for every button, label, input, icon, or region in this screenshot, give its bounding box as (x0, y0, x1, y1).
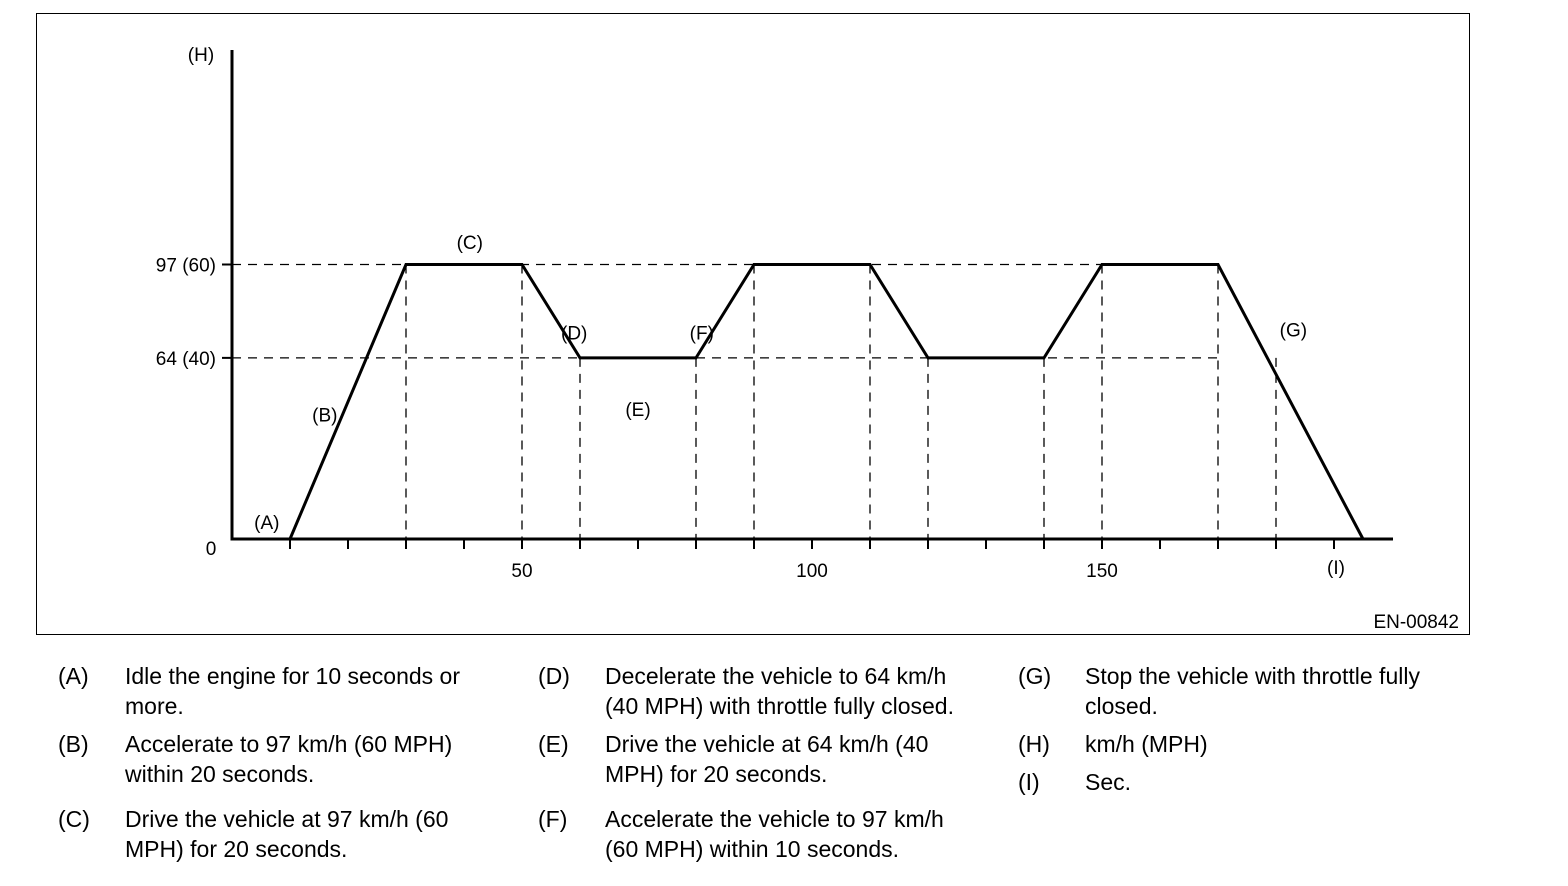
legend-text-h-line-1: km/h (MPH) (1085, 731, 1208, 757)
legend-text-b-line-2: within 20 seconds. (125, 761, 315, 787)
legend-key-f: (F) (538, 806, 568, 832)
legend-text-a-line-1: Idle the engine for 10 seconds or (125, 663, 461, 689)
legend-text-f-line-1: Accelerate the vehicle to 97 km/h (605, 806, 944, 832)
annotation-e: (E) (625, 399, 651, 421)
legend-text-d-line-1: Decelerate the vehicle to 64 km/h (605, 663, 947, 689)
legend-text-c-line-1: Drive the vehicle at 97 km/h (60 (125, 806, 449, 832)
legend-key-i: (I) (1018, 769, 1040, 795)
x-tick-label-150: 150 (1086, 561, 1118, 582)
annotation-f: (F) (689, 323, 714, 345)
legend-text-i-line-1: Sec. (1085, 769, 1132, 795)
x-tick-label-50: 50 (511, 561, 533, 582)
legend-text-c-line-2: MPH) for 20 seconds. (125, 836, 348, 862)
legend-key-c: (C) (58, 806, 90, 832)
legend-text-a-line-2: more. (125, 693, 184, 719)
annotation-g: (G) (1279, 320, 1308, 342)
x-tick-label-100: 100 (796, 561, 828, 582)
legend-key-b: (B) (58, 731, 89, 757)
y-axis-label: (H) (187, 45, 215, 66)
legend-key-a: (A) (58, 663, 89, 689)
legend-key-g: (G) (1018, 663, 1052, 689)
legend-key-d: (D) (538, 663, 570, 689)
legend-text-g-line-1: Stop the vehicle with throttle fully (1085, 663, 1420, 689)
legend-text-d-line-2: (40 MPH) with throttle fully closed. (605, 693, 954, 719)
y-tick-label-97: 97 (60) (155, 255, 216, 277)
annotation-a: (A) (254, 513, 280, 535)
legend-key-e: (E) (538, 731, 569, 757)
figure-code: EN-00842 (1373, 612, 1459, 633)
y-tick-label-0: 0 (205, 539, 217, 560)
y-tick-label-64: 64 (40) (155, 348, 216, 370)
annotation-c: (C) (456, 232, 483, 254)
legend-text-f-line-2: (60 MPH) within 10 seconds. (605, 836, 900, 862)
annotation-b: (B) (312, 405, 338, 427)
legend-text-e-line-1: Drive the vehicle at 64 km/h (40 (605, 731, 929, 757)
legend-text-b-line-1: Accelerate to 97 km/h (60 MPH) (125, 731, 453, 757)
speed-profile-line (290, 264, 1363, 539)
legend-text-e-line-2: MPH) for 20 seconds. (605, 761, 828, 787)
x-axis-label: (I) (1327, 558, 1345, 579)
legend-key-h: (H) (1018, 731, 1050, 757)
legend-text-g-line-2: closed. (1085, 693, 1158, 719)
annotation-d: (D) (561, 323, 588, 345)
